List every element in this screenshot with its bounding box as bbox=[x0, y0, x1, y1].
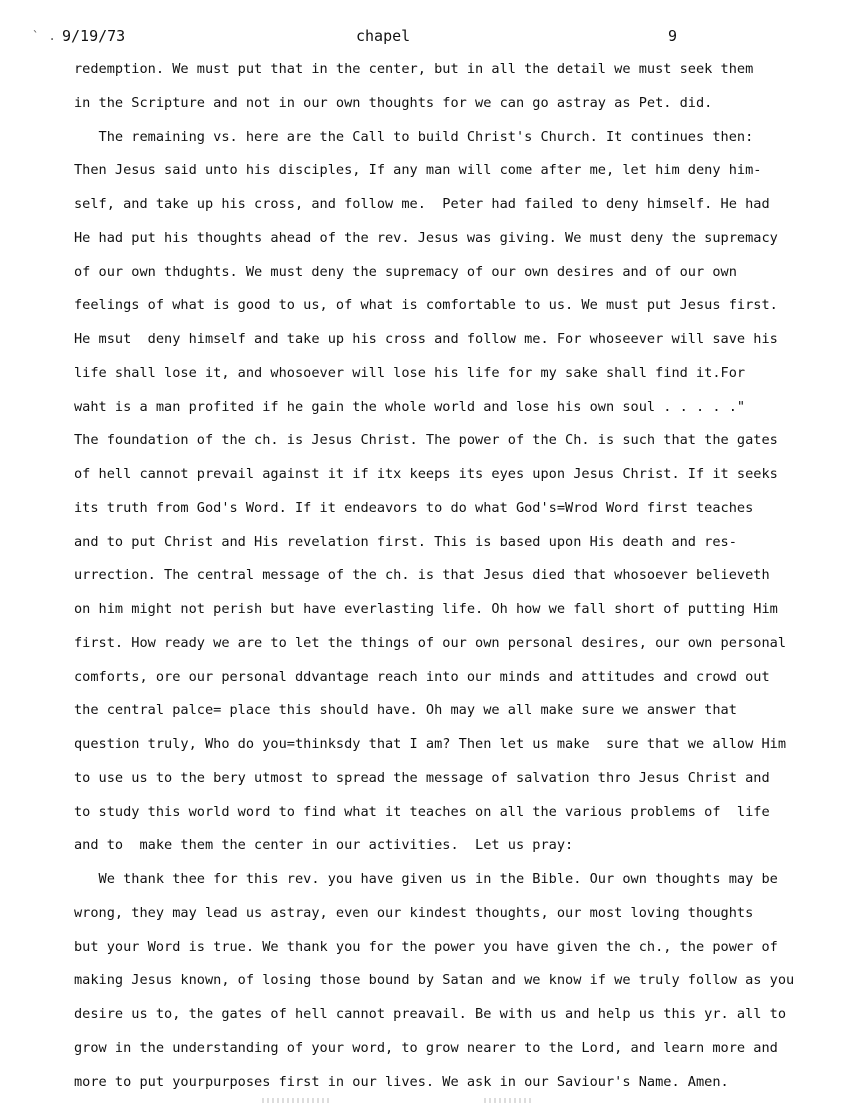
text-line: desire us to, the gates of hell cannot preavail. Be with us and help us this yr. all to bbox=[74, 1006, 787, 1022]
text-line: The remaining vs. here are the Call to build Christ's Church. It continues then: bbox=[74, 129, 754, 145]
text-line: redemption. We must put that in the center, but in all the detail we must seek them bbox=[74, 61, 754, 77]
text-line: making Jesus known, of losing those bound by Satan and we know if we truly follow as you bbox=[74, 972, 795, 988]
header-date: 9/19/73 bbox=[62, 27, 126, 45]
text-line: its truth from God's Word. If it endeavors to do what God's=Wrod Word first teaches bbox=[74, 500, 754, 516]
text-line: Then Jesus said unto his disciples, If any man will come after me, let him deny him- bbox=[74, 162, 762, 178]
text-line: on him might not perish but have everlasting life. Oh how we fall short of putting Him bbox=[74, 601, 778, 617]
header-title: chapel bbox=[356, 27, 411, 45]
text-line: wrong, they may lead us astray, even our kindest thoughts, our most loving thoughts bbox=[74, 905, 754, 921]
text-line: The foundation of the ch. is Jesus Christ. The power of the Ch. is such that the gates bbox=[74, 432, 778, 448]
text-line: question truly, Who do you=thinksdy that I am? Then let us make sure that we allow Him bbox=[74, 736, 787, 752]
text-line: more to put yourpurposes first in our lives. We ask in our Saviour's Name. Amen. bbox=[74, 1074, 729, 1090]
header-margin-marks: ` . . bbox=[32, 29, 74, 43]
text-line: feelings of what is good to us, of what is comfortable to us. We must put Jesus first. bbox=[74, 297, 778, 313]
text-line: of hell cannot prevail against it if itx keeps its eyes upon Jesus Christ. If it seeks bbox=[74, 466, 778, 482]
text-line: comforts, ore our personal ddvantage reach into our minds and attitudes and crowd out bbox=[74, 669, 770, 685]
text-line: We thank thee for this rev. you have given us in the Bible. Our own thoughts may be bbox=[74, 871, 778, 887]
text-line: self, and take up his cross, and follow me. Peter had failed to deny himself. He had bbox=[74, 196, 770, 212]
text-line: the central palce= place this should have. Oh may we all make sure we answer that bbox=[74, 702, 737, 718]
scan-smudge bbox=[484, 1098, 532, 1103]
text-line: waht is a man profited if he gain the whole world and lose his own soul . . . . ." bbox=[74, 399, 746, 415]
text-line: to study this world word to find what it teaches on all the various problems of life bbox=[74, 804, 770, 820]
text-line: He msut deny himself and take up his cross and follow me. For whoseever will save his bbox=[74, 331, 778, 347]
page-header bbox=[0, 26, 852, 50]
text-line: first. How ready we are to let the things of our own personal desires, our own personal bbox=[74, 635, 787, 651]
text-line: but your Word is true. We thank you for the power you have given the ch., the power of bbox=[74, 939, 778, 955]
text-line: of our own thdughts. We must deny the supremacy of our own desires and of our own bbox=[74, 264, 737, 280]
text-line: and to make them the center in our activities. Let us pray: bbox=[74, 837, 574, 853]
header-page-number: 9 bbox=[668, 27, 678, 45]
text-line: to use us to the bery utmost to spread the message of salvation thro Jesus Christ and bbox=[74, 770, 770, 786]
text-line: He had put his thoughts ahead of the rev. Jesus was giving. We must deny the supremacy bbox=[74, 230, 778, 246]
text-line: in the Scripture and not in our own thoughts for we can go astray as Pet. did. bbox=[74, 95, 713, 111]
text-line: grow in the understanding of your word, to grow nearer to the Lord, and learn more and bbox=[74, 1040, 778, 1056]
text-line: and to put Christ and His revelation first. This is based upon His death and res- bbox=[74, 534, 737, 550]
text-line: urrection. The central message of the ch. is that Jesus died that whosoever believeth bbox=[74, 567, 770, 583]
text-line: life shall lose it, and whosoever will lose his life for my sake shall find it.For bbox=[74, 365, 746, 381]
scan-smudge bbox=[262, 1098, 332, 1103]
